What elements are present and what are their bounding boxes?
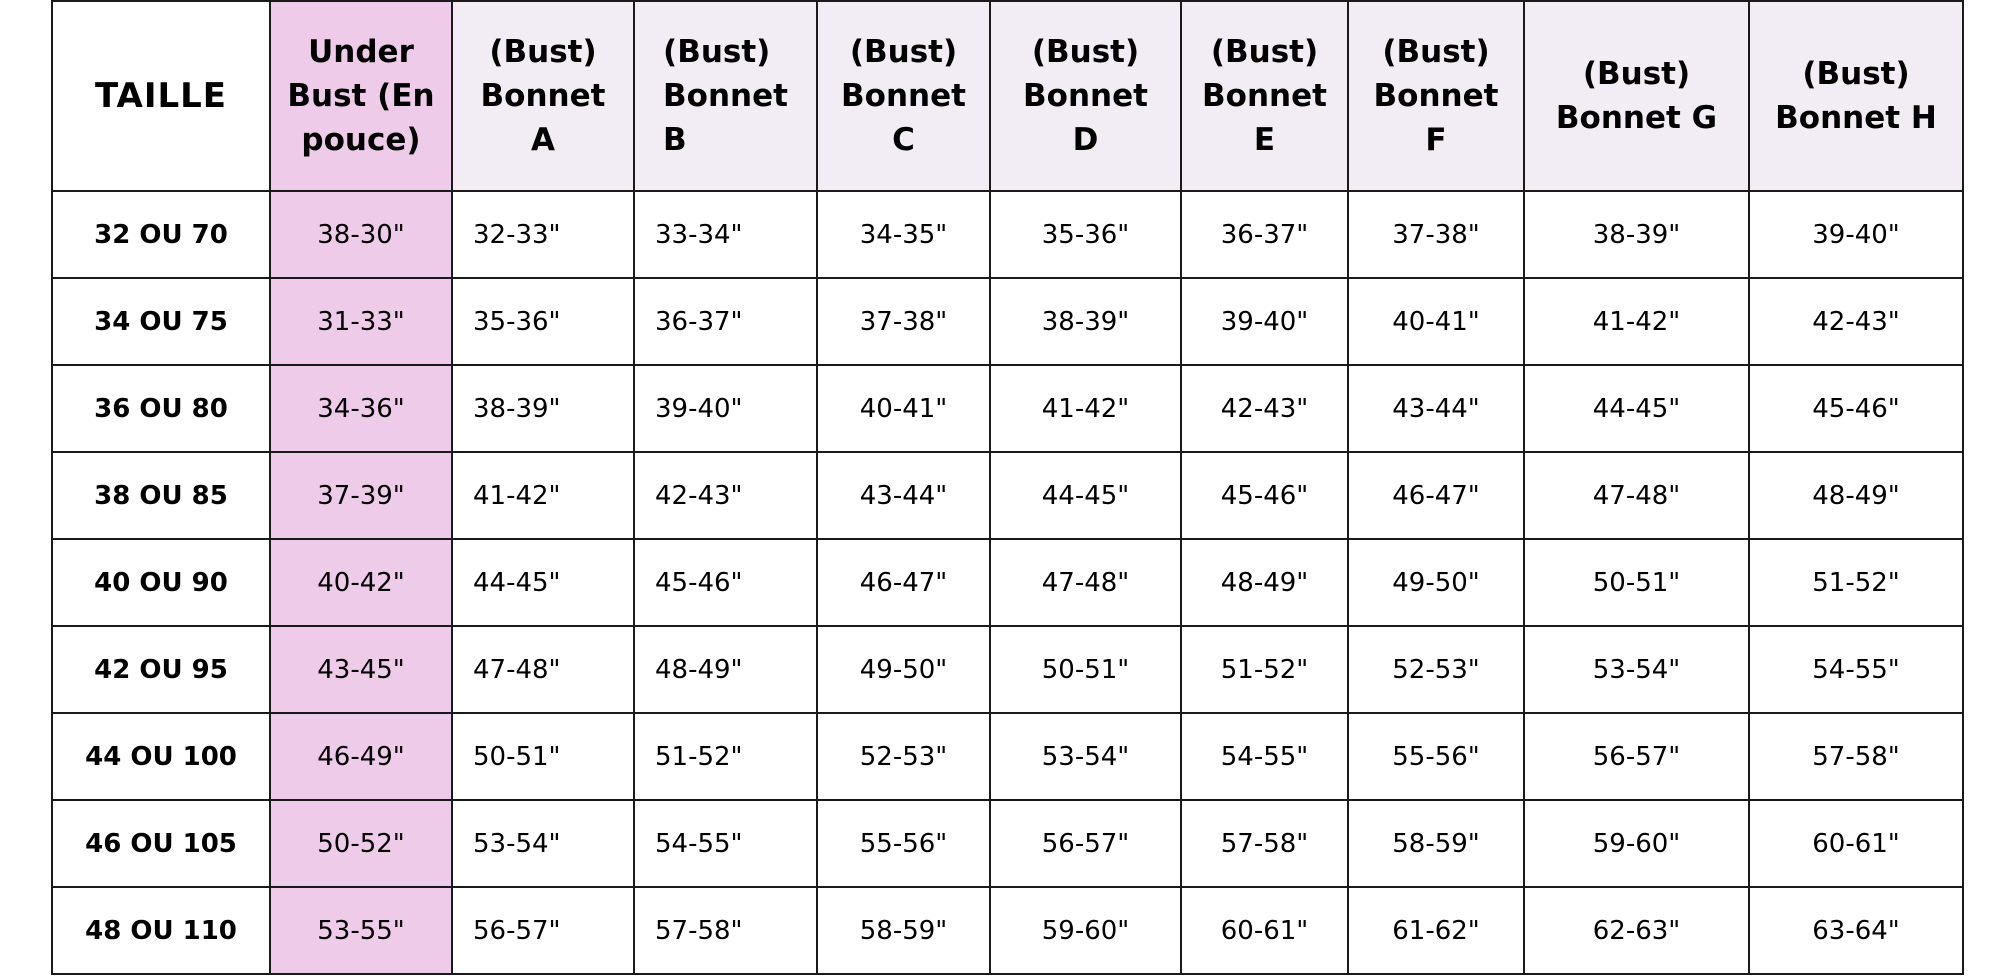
cell-bonnet-a: 41-42"	[452, 452, 634, 539]
cell-under-bust: 53-55"	[270, 887, 452, 974]
cell-bonnet-c: 43-44"	[817, 452, 990, 539]
table-row	[52, 887, 1963, 974]
header-taille: TAILLE	[52, 1, 270, 191]
table-row	[52, 539, 1963, 626]
cell-bonnet-c: 37-38"	[817, 278, 990, 365]
cell-bonnet-a: 47-48"	[452, 626, 634, 713]
cell-bonnet-h: 45-46"	[1749, 365, 1963, 452]
cell-bonnet-h: 54-55"	[1749, 626, 1963, 713]
cell-bonnet-g: 47-48"	[1524, 452, 1749, 539]
cell-bonnet-b: 48-49"	[634, 626, 817, 713]
cell-bonnet-f: 55-56"	[1348, 713, 1524, 800]
cell-bonnet-e: 48-49"	[1181, 539, 1348, 626]
cell-bonnet-g: 41-42"	[1524, 278, 1749, 365]
header-under-bust: Under Bust (En pouce)	[270, 1, 452, 191]
cell-bonnet-c: 55-56"	[817, 800, 990, 887]
size-chart-table	[51, 0, 1964, 975]
cell-bonnet-e: 57-58"	[1181, 800, 1348, 887]
header-row	[52, 1, 1963, 191]
cell-bonnet-g: 50-51"	[1524, 539, 1749, 626]
cell-bonnet-h: 57-58"	[1749, 713, 1963, 800]
cell-bonnet-g: 56-57"	[1524, 713, 1749, 800]
cell-taille: 38 OU 85	[52, 452, 270, 539]
cell-under-bust: 43-45"	[270, 626, 452, 713]
cell-bonnet-h: 51-52"	[1749, 539, 1963, 626]
cell-bonnet-f: 58-59"	[1348, 800, 1524, 887]
table-row	[52, 713, 1963, 800]
cell-bonnet-e: 51-52"	[1181, 626, 1348, 713]
cell-taille: 32 OU 70	[52, 191, 270, 278]
cell-bonnet-c: 52-53"	[817, 713, 990, 800]
cell-bonnet-g: 59-60"	[1524, 800, 1749, 887]
cell-bonnet-a: 44-45"	[452, 539, 634, 626]
header-bonnet-h: (Bust) Bonnet H	[1749, 1, 1963, 191]
table-row	[52, 278, 1963, 365]
cell-bonnet-d: 41-42"	[990, 365, 1181, 452]
cell-bonnet-a: 35-36"	[452, 278, 634, 365]
cell-bonnet-a: 50-51"	[452, 713, 634, 800]
cell-bonnet-a: 38-39"	[452, 365, 634, 452]
header-bonnet-e: (Bust) Bonnet E	[1181, 1, 1348, 191]
cell-under-bust: 37-39"	[270, 452, 452, 539]
cell-bonnet-b: 51-52"	[634, 713, 817, 800]
cell-bonnet-e: 54-55"	[1181, 713, 1348, 800]
cell-bonnet-e: 42-43"	[1181, 365, 1348, 452]
cell-bonnet-e: 45-46"	[1181, 452, 1348, 539]
cell-bonnet-d: 35-36"	[990, 191, 1181, 278]
cell-bonnet-d: 44-45"	[990, 452, 1181, 539]
cell-bonnet-c: 49-50"	[817, 626, 990, 713]
cell-bonnet-h: 42-43"	[1749, 278, 1963, 365]
cell-bonnet-e: 60-61"	[1181, 887, 1348, 974]
cell-bonnet-c: 40-41"	[817, 365, 990, 452]
cell-bonnet-g: 38-39"	[1524, 191, 1749, 278]
cell-bonnet-e: 39-40"	[1181, 278, 1348, 365]
cell-taille: 40 OU 90	[52, 539, 270, 626]
table-row	[52, 626, 1963, 713]
cell-bonnet-a: 32-33"	[452, 191, 634, 278]
cell-bonnet-b: 54-55"	[634, 800, 817, 887]
header-bonnet-a: (Bust) Bonnet A	[452, 1, 634, 191]
header-bonnet-c: (Bust) Bonnet C	[817, 1, 990, 191]
cell-taille: 44 OU 100	[52, 713, 270, 800]
cell-under-bust: 38-30"	[270, 191, 452, 278]
cell-taille: 48 OU 110	[52, 887, 270, 974]
cell-bonnet-b: 39-40"	[634, 365, 817, 452]
cell-bonnet-f: 46-47"	[1348, 452, 1524, 539]
cell-bonnet-b: 33-34"	[634, 191, 817, 278]
cell-bonnet-a: 56-57"	[452, 887, 634, 974]
cell-bonnet-h: 63-64"	[1749, 887, 1963, 974]
cell-bonnet-f: 43-44"	[1348, 365, 1524, 452]
cell-bonnet-c: 34-35"	[817, 191, 990, 278]
cell-bonnet-f: 40-41"	[1348, 278, 1524, 365]
cell-bonnet-c: 58-59"	[817, 887, 990, 974]
cell-bonnet-e: 36-37"	[1181, 191, 1348, 278]
cell-taille: 42 OU 95	[52, 626, 270, 713]
table-body	[52, 191, 1963, 974]
cell-bonnet-a: 53-54"	[452, 800, 634, 887]
cell-under-bust: 31-33"	[270, 278, 452, 365]
header-bonnet-d: (Bust) Bonnet D	[990, 1, 1181, 191]
cell-under-bust: 40-42"	[270, 539, 452, 626]
table-row	[52, 452, 1963, 539]
cell-bonnet-b: 57-58"	[634, 887, 817, 974]
cell-bonnet-d: 59-60"	[990, 887, 1181, 974]
cell-under-bust: 34-36"	[270, 365, 452, 452]
cell-bonnet-g: 44-45"	[1524, 365, 1749, 452]
cell-bonnet-h: 48-49"	[1749, 452, 1963, 539]
cell-bonnet-d: 50-51"	[990, 626, 1181, 713]
cell-bonnet-f: 52-53"	[1348, 626, 1524, 713]
cell-bonnet-f: 37-38"	[1348, 191, 1524, 278]
table-row	[52, 365, 1963, 452]
cell-bonnet-d: 47-48"	[990, 539, 1181, 626]
cell-taille: 36 OU 80	[52, 365, 270, 452]
cell-taille: 34 OU 75	[52, 278, 270, 365]
cell-bonnet-f: 61-62"	[1348, 887, 1524, 974]
header-bonnet-b: (Bust) Bonnet B	[634, 1, 817, 191]
cell-bonnet-g: 62-63"	[1524, 887, 1749, 974]
cell-bonnet-d: 53-54"	[990, 713, 1181, 800]
table-row	[52, 191, 1963, 278]
cell-under-bust: 50-52"	[270, 800, 452, 887]
cell-under-bust: 46-49"	[270, 713, 452, 800]
cell-taille: 46 OU 105	[52, 800, 270, 887]
cell-bonnet-h: 39-40"	[1749, 191, 1963, 278]
cell-bonnet-b: 36-37"	[634, 278, 817, 365]
cell-bonnet-d: 56-57"	[990, 800, 1181, 887]
cell-bonnet-b: 45-46"	[634, 539, 817, 626]
cell-bonnet-g: 53-54"	[1524, 626, 1749, 713]
cell-bonnet-b: 42-43"	[634, 452, 817, 539]
cell-bonnet-d: 38-39"	[990, 278, 1181, 365]
header-bonnet-g: (Bust) Bonnet G	[1524, 1, 1749, 191]
header-bonnet-f: (Bust) Bonnet F	[1348, 1, 1524, 191]
table-row	[52, 800, 1963, 887]
cell-bonnet-h: 60-61"	[1749, 800, 1963, 887]
cell-bonnet-c: 46-47"	[817, 539, 990, 626]
cell-bonnet-f: 49-50"	[1348, 539, 1524, 626]
